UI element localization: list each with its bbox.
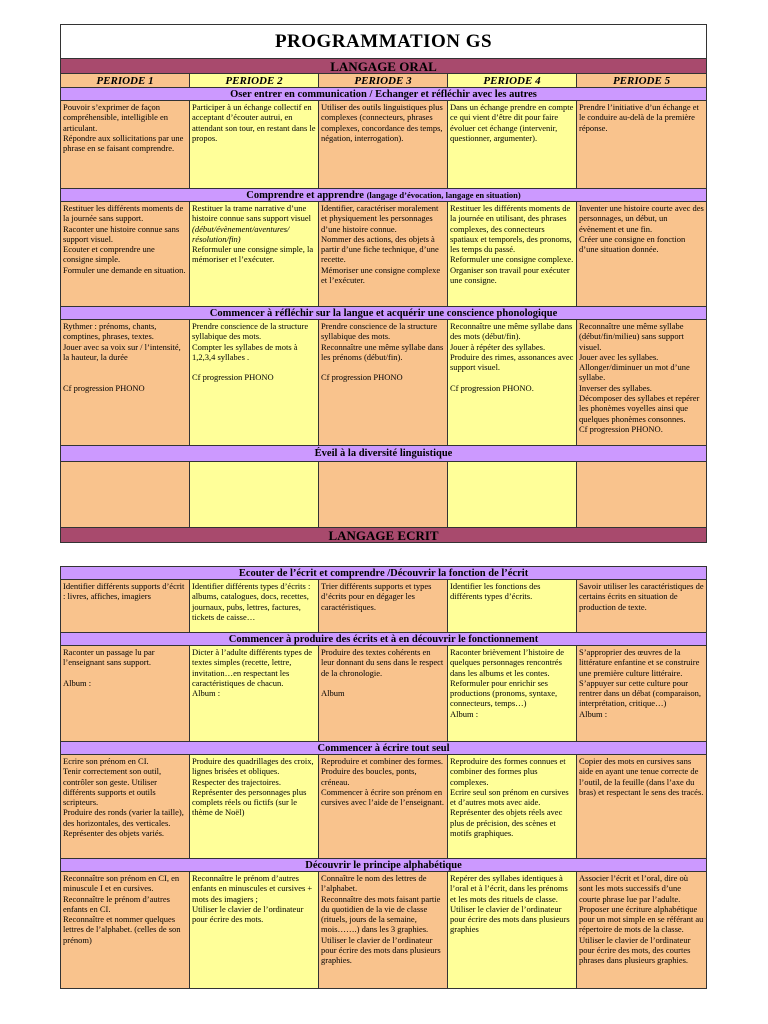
ecrit-s2-p5: S’approprier des œuvres de la littérature enfantine et se construire une première culture littéraire. S’appuyer sur cette culture pour rentrer dans un débat (comparaison, interprétation, critique…) Album : [577,646,707,742]
section-ecouter-ecrit: Ecouter de l’écrit et comprendre /Découvrir la fonction de l’écrit [61,567,707,580]
table-row [61,320,707,446]
oral-s2-p2-italic: (début/évènement/aventures/ résolution/fin) [192,223,290,244]
table-row [61,462,707,528]
ecrit-s4-p3: Connaître le nom des lettres de l’alphabet. Reconnaître des mots faisant partie du quotidien de la vie de classe (rituels, jours de la semaine, mois…….) dans les 3 graphies. Utiliser le clavier de l’ordinateur pour écrire des mots dans plusieurs graphies. [319,872,448,989]
table-row [61,872,707,989]
ecrit-s2-p1: Raconter un passage lu par l’enseignant sans support. Album : [61,646,190,742]
oral-s4-p1 [61,462,190,528]
oral-s1-p5: Prendre l’initiative d’un échange et le conduire au-delà de la première réponse. [577,101,707,189]
section-title: Comprendre et apprendre [246,189,364,201]
oral-s3-p5: Reconnaître une même syllabe (début/fin/milieu) sans support visuel. Jouer avec les syllabes. Allonger/diminuer un mot d’une syllabe. Inverser des syllabes. Décomposer des syllabes et repérer les phonèmes voyelles ainsi que quelques phonèmes consonnes. Cf progression PHONO. [577,320,707,446]
ecrit-s3-p4: Reproduire des formes connues et combiner des formes plus complexes. Ecrire seul son prénom en cursives et d’autres mots avec aide. Représenter des objets réels avec plus de précision, des scènes et motifs graphiques. [448,755,577,859]
period-1-header: PERIODE 1 [61,74,190,88]
period-4-header: PERIODE 4 [448,74,577,88]
table-row [61,646,707,742]
period-3-header: PERIODE 3 [319,74,448,88]
oral-program-table [60,24,706,543]
oral-s1-p4: Dans un échange prendre en compte ce qui vient d’être dit pour faire évoluer cet échange (intervenir, questionner, argumenter). [448,101,577,189]
period-header-row [61,74,707,88]
section-produire-ecrits: Commencer à produire des écrits et à en découvrir le fonctionnement [61,633,707,646]
oral-s4-p3 [319,462,448,528]
page-title: PROGRAMMATION GS [61,25,707,59]
ecrit-s3-p5: Copier des mots en cursives sans aide en ayant une tenue correcte de l’outil, de la feuille (dans l’axe du bras) et respectant le sens des tracés. [577,755,707,859]
ecrit-s2-p4: Raconter brièvement l’histoire de quelques personnages rencontrés dans les albums et les contes. Reformuler pour enrichir ses productions (pronoms, syntaxe, connecteurs, temps…) Album : [448,646,577,742]
oral-s3-p1: Rythmer : prénoms, chants, comptines, phrases, textes. Jouer avec sa voix sur / l’intensité, la hauteur, la durée Cf progression PHONO [61,320,190,446]
ecrit-s4-p1: Reconnaître son prénom en CI, en minuscule I et en cursives. Reconnaître le prénom d’autres enfants en CI. Reconnaître et nommer quelques lettres de l’alphabet. (celles de son prénom) [61,872,190,989]
oral-s2-p4: Restituer les différents moments de la journée en utilisant, des phrases complexes, des connecteurs spatiaux et temporels, des pronoms, les temps du passé. Reformuler une consigne complexe. Organiser son travail pour exécuter une consigne. [448,202,577,307]
ecrit-s1-p2: Identifier différents types d’écrits : albums, catalogues, docs, recettes, journaux, pubs, lettres, factures, tickets de caisse… [190,580,319,633]
ecrit-s3-p1: Ecrire son prénom en CI. Tenir correctement son outil, contrôler son geste. Utiliser différents supports et outils scripteurs. Produire des ronds (varier la taille), des horizontales, des verticales. Représenter des objets variés. [61,755,190,859]
oral-s4-p5 [577,462,707,528]
ecrit-s3-p2: Produire des quadrillages des croix, lignes brisées et obliques. Respecter des trajectoires. Représenter des personnages plus complets réels ou fictifs (sur le thème de Noël) [190,755,319,859]
table-row [61,755,707,859]
langage-ecrit-header: LANGAGE ECRIT [61,528,707,543]
oral-s2-p2 [190,202,319,307]
oral-s3-p2: Prendre conscience de la structure syllabique des mots. Compter les syllabes de mots à 1,2,3,4 syllabes . Cf progression PHONO [190,320,319,446]
oral-s1-p2: Participer à un échange collectif en acceptant d’écouter autrui, en attendant son tour, en restant dans le propos. [190,101,319,189]
oral-s2-p2-text-b: Reformuler une consigne simple, la mémoriser et l’exécuter. [192,244,314,265]
oral-s2-p3: Identifier, caractériser moralement et physiquement les personnages d’une histoire connue. Nommer des actions, des objets à partir d’une fiche technique, d’une recette. Mémoriser une consigne complexe et l’exécuter. [319,202,448,307]
section-subtitle: (langage d’évocation, langage en situation) [366,189,521,200]
ecrit-s1-p5: Savoir utiliser les caractéristiques de certains écrits en situation de production de texte. [577,580,707,633]
section-conscience-phonologique: Commencer à réfléchir sur la langue et acquérir une conscience phonologique [61,307,707,320]
ecrit-program-table [60,566,706,989]
oral-s3-p3: Prendre conscience de la structure syllabique des mots. Reconnaître une même syllabe dans les prénoms (début/fin). Cf progression PHONO [319,320,448,446]
section-oser-communiquer: Oser entrer en communication / Echanger et réfléchir avec les autres [61,88,707,101]
ecrit-s1-p3: Trier différents supports et types d’écrits pour en dégager les caractéristiques. [319,580,448,633]
ecrit-s3-p3: Reproduire et combiner des formes. Produire des boucles, ponts, créneau. Commencer à écrire son prénom en cursives avec l’aide de l’enseignant. [319,755,448,859]
ecrit-s4-p5: Associer l’écrit et l’oral, dire où sont les mots successifs d’une courte phrase lue par l’adulte. Proposer une écriture alphabétique pour un mot simple en se référant au répertoire de mots de la classe. Utiliser le clavier de l’ordinateur pour écrire des mots, des courtes phrases dans plusieurs graphies. [577,872,707,989]
period-2-header: PERIODE 2 [190,74,319,88]
ecrit-s1-p1: Identifier différents supports d’écrit : livres, affiches, imagiers [61,580,190,633]
langage-oral-header: LANGAGE ORAL [61,59,707,74]
oral-s4-p4 [448,462,577,528]
oral-s2-p2-text-a: Restituer la trame narrative d’une histoire connue sans support visuel [192,203,311,224]
oral-s2-p1: Restituer les différents moments de la journée sans support. Raconter une histoire connue sans support visuel. Ecouter et comprendre une consigne simple. Formuler une demande en situation. [61,202,190,307]
ecrit-s4-p4: Repérer des syllabes identiques à l’oral et à l’écrit, dans les prénoms et les mots des rituels de classe. Utiliser le clavier de l’ordinateur pour écrire des mots dans plusieurs graphies [448,872,577,989]
ecrit-s2-p3: Produire des textes cohérents en leur donnant du sens dans le respect de la chronologie. Album [319,646,448,742]
section-principe-alphabetique: Découvrir le principe alphabétique [61,859,707,872]
table-row [61,580,707,633]
oral-s2-p5: Inventer une histoire courte avec des personnages, un début, un évènement et une fin. Créer une consigne en fonction d’une situation donnée. [577,202,707,307]
oral-s3-p4: Reconnaître une même syllabe dans des mots (début/fin). Jouer à répéter des syllabes. Produire des rimes, assonances avec support visuel. Cf progression PHONO. [448,320,577,446]
ecrit-s2-p2: Dicter à l’adulte différents types de textes simples (recette, lettre, invitation…en respectant les caractéristiques de chacun. Album : [190,646,319,742]
table-row [61,101,707,189]
oral-s4-p2 [190,462,319,528]
table-row [61,202,707,307]
oral-s1-p1: Pouvoir s’exprimer de façon compréhensible, intelligible en articulant. Répondre aux sollicitations par une phrase en se faisant comprendre. [61,101,190,189]
section-comprendre-apprendre [61,189,707,202]
section-ecrire-tout-seul: Commencer à écrire tout seul [61,742,707,755]
ecrit-s4-p2: Reconnaître le prénom d’autres enfants en minuscules et cursives + mots des imagiers ; Utiliser le clavier de l’ordinateur pour écrire des mots. [190,872,319,989]
ecrit-s1-p4: Identifier les fonctions des différents types d’écrits. [448,580,577,633]
period-5-header: PERIODE 5 [577,74,707,88]
section-diversite-linguistique: Éveil à la diversité linguistique [61,446,707,462]
oral-s1-p3: Utiliser des outils linguistiques plus complexes (connecteurs, phrases complexes, concordance des temps, négation, interrogation). [319,101,448,189]
